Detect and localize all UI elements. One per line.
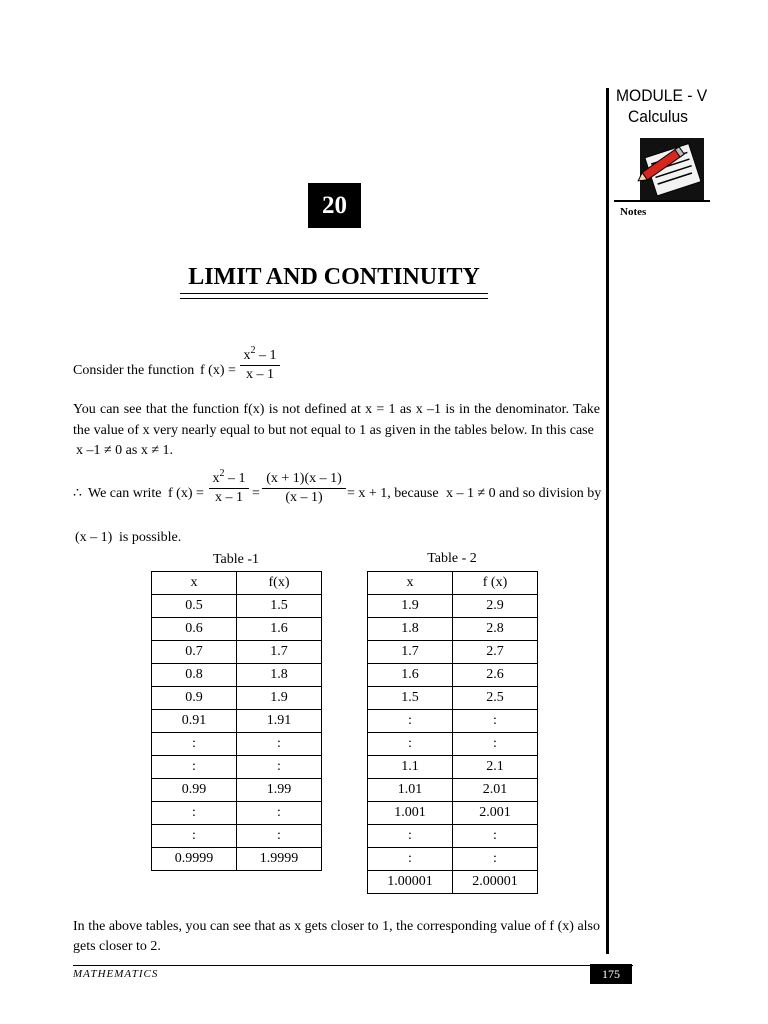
table-row: [152, 641, 322, 664]
table-row: [368, 802, 538, 825]
table-cell: 1.5: [237, 595, 322, 618]
table-cell: 0.99: [152, 779, 237, 802]
table-cell: :: [152, 802, 237, 825]
table-cell: 1.7: [237, 641, 322, 664]
table-row: [152, 756, 322, 779]
derivation-line2-text: is possible.: [119, 530, 182, 545]
title-underline: [180, 293, 488, 294]
table-cell: 1.001: [368, 802, 453, 825]
table-cell: 2.6: [453, 664, 538, 687]
table-cell: :: [237, 825, 322, 848]
fraction-denominator: x – 1: [246, 367, 274, 382]
equals-sign: =: [252, 486, 260, 501]
derivation-condition: x – 1 ≠ 0: [446, 486, 496, 501]
table-cell: :: [368, 848, 453, 871]
table1-caption: Table -1: [212, 552, 260, 567]
table-cell: 2.9: [453, 595, 538, 618]
table1: [151, 571, 322, 871]
notebook-with-pencil-icon: [612, 136, 712, 208]
derivation-fraction-1: $x^2 - 1$ x – 1: [209, 471, 249, 506]
table-cell: 1.6: [368, 664, 453, 687]
table-row: [152, 848, 322, 871]
margin-rule: [606, 88, 609, 954]
table-cell: :: [453, 848, 538, 871]
table-row: [152, 710, 322, 733]
table-cell: 1.6: [237, 618, 322, 641]
table-cell: 1.7: [368, 641, 453, 664]
table-cell: 0.6: [152, 618, 237, 641]
table-cell: :: [368, 733, 453, 756]
table-cell: 0.9: [152, 687, 237, 710]
intro-fraction: [240, 345, 280, 383]
table-row: [368, 779, 538, 802]
table-cell: 2.1: [453, 756, 538, 779]
table-cell: 1.00001: [368, 871, 453, 894]
table-cell: :: [368, 710, 453, 733]
paragraph-text: You can see that the function f(x) is not defined at x = 1 as x –1 is in the denominator. Take the value of x very nearly equal to but not equal to 1 as given in the tables below. In this case: [73, 402, 600, 438]
table-row: [152, 825, 322, 848]
intro-function-lhs: f (x) =: [200, 363, 236, 378]
table-cell: :: [152, 733, 237, 756]
table-row: [368, 733, 538, 756]
fraction-numerator: $x^2 - 1$: [243, 345, 277, 363]
table-cell: 0.9999: [152, 848, 237, 871]
table-cell: 1.1: [368, 756, 453, 779]
table-row: [152, 802, 322, 825]
table-cell: 0.5: [152, 595, 237, 618]
intro-lead: Consider the function: [73, 363, 195, 378]
table-header-cell: f (x): [453, 572, 538, 595]
table-row: [368, 664, 538, 687]
table-row: [368, 687, 538, 710]
table-row: [152, 618, 322, 641]
table-cell: 2.01: [453, 779, 538, 802]
table-row: [152, 595, 322, 618]
table-cell: :: [368, 825, 453, 848]
derivation-line2-expr: (x – 1): [75, 530, 113, 545]
table-cell: 0.7: [152, 641, 237, 664]
table-cell: :: [453, 825, 538, 848]
table-cell: :: [237, 802, 322, 825]
table-header-cell: x: [152, 572, 237, 595]
table-header-cell: f(x): [237, 572, 322, 595]
table-row: [368, 848, 538, 871]
derivation-result: = x + 1, because: [347, 486, 439, 501]
chapter-title: LIMIT AND CONTINUITY: [188, 264, 480, 290]
page-number: 175: [590, 964, 632, 984]
module-subject: Calculus: [628, 107, 688, 126]
table-row: [368, 710, 538, 733]
table-cell: 1.99: [237, 779, 322, 802]
module-label: MODULE - V: [616, 86, 708, 105]
footer-subject: MATHEMATICS: [73, 968, 159, 980]
table-row: [368, 595, 538, 618]
table-cell: 2.7: [453, 641, 538, 664]
conclusion-paragraph: In the above tables, you can see that as x gets closer to 1, the corresponding value of f (x) also gets closer to 2.: [73, 919, 600, 954]
table-cell: 0.8: [152, 664, 237, 687]
table-header-row: [152, 572, 322, 595]
table-cell: 1.9: [368, 595, 453, 618]
table-row: [152, 733, 322, 756]
table-row: [152, 779, 322, 802]
table-cell: 1.91: [237, 710, 322, 733]
table-cell: :: [152, 825, 237, 848]
table-row: [368, 641, 538, 664]
table-row: [152, 664, 322, 687]
paragraph-definition: [73, 400, 600, 441]
derivation-lhs: f (x) =: [168, 486, 204, 501]
table-cell: :: [453, 710, 538, 733]
table-cell: :: [237, 733, 322, 756]
table-cell: 2.00001: [453, 871, 538, 894]
table-row: [368, 825, 538, 848]
derivation-lead: We can write: [88, 486, 162, 501]
derivation-fraction-2: (x + 1)(x – 1) (x – 1): [262, 471, 346, 506]
table-cell: :: [453, 733, 538, 756]
table-cell: 1.8: [237, 664, 322, 687]
table-cell: 1.9999: [237, 848, 322, 871]
table-cell: 0.91: [152, 710, 237, 733]
table-row: [368, 871, 538, 894]
notes-label: Notes: [620, 206, 647, 218]
table2-caption: Table - 2: [427, 551, 477, 566]
title-underline: [180, 298, 488, 299]
table-cell: 1.5: [368, 687, 453, 710]
table-cell: 2.001: [453, 802, 538, 825]
table-cell: 2.8: [453, 618, 538, 641]
table-cell: 1.9: [237, 687, 322, 710]
therefore-symbol: ∴: [73, 486, 82, 501]
table-row: [368, 756, 538, 779]
derivation-tail: and so division by: [499, 486, 602, 501]
table-cell: 1.8: [368, 618, 453, 641]
footer-rule: [73, 965, 633, 966]
table-cell: :: [152, 756, 237, 779]
table-cell: 2.5: [453, 687, 538, 710]
table-cell: 1.01: [368, 779, 453, 802]
table2: [367, 571, 538, 894]
table-row: [368, 618, 538, 641]
table-header-cell: x: [368, 572, 453, 595]
chapter-number: 20: [308, 183, 361, 228]
table-header-row: [368, 572, 538, 595]
table-row: [152, 687, 322, 710]
table-cell: :: [237, 756, 322, 779]
condition-statement: x –1 ≠ 0 as x ≠ 1.: [76, 443, 174, 458]
